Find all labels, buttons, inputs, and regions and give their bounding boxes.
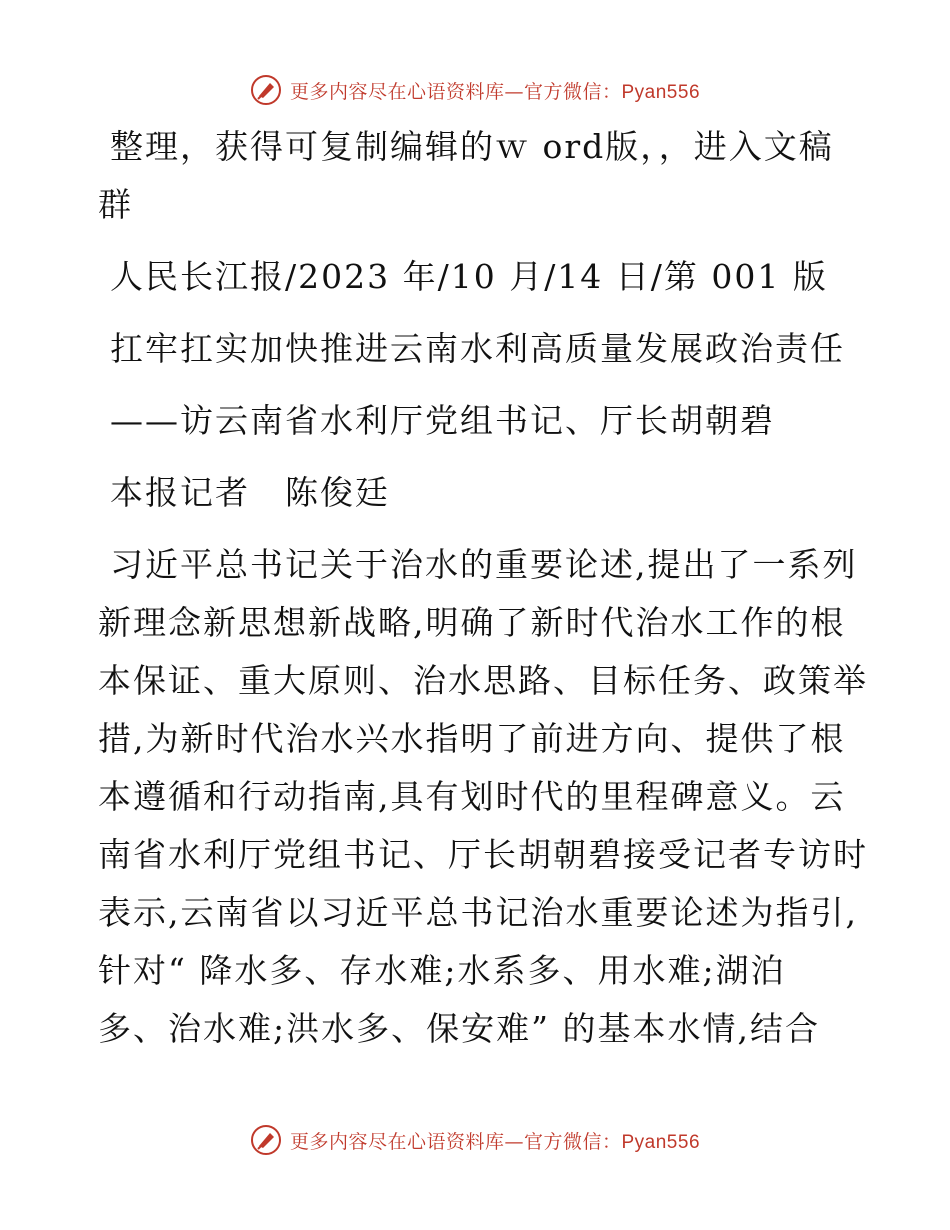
article-headline: 扛牢扛实加快推进云南水利高质量发展政治责任 — [110, 329, 845, 368]
notice-line-1: 整理，获得可复制编辑的ｗ ord版，，进入文稿 — [110, 127, 834, 166]
paragraph-line: 南省水利厅党组书记、厅长胡朝碧接受记者专访时 — [98, 835, 868, 874]
paragraph-line: 针对“ 降水多、存水难;水系多、用水难;湖泊 — [98, 951, 786, 990]
header-watermark-banner — [0, 70, 950, 110]
watermark-brand: 更多内容尽在心语资料库 — [289, 80, 505, 103]
paragraph-line: 表示,云南省以习近平总书记治水重要论述为指引, — [98, 893, 858, 932]
paragraph-line: 习近平总书记关于治水的重要论述,提出了一系列 — [110, 545, 858, 584]
watermark-text — [290, 1127, 700, 1154]
watermark-text — [290, 77, 700, 104]
watermark-contact: 官方微信：Pyan556 — [524, 1131, 701, 1153]
source-line: 人民长江报/2023 年/10 月/14 日/第 001 版 — [110, 257, 828, 296]
pen-nib-icon — [250, 74, 282, 106]
footer-watermark-banner — [0, 1120, 950, 1160]
paragraph-line: 措,为新时代治水兴水指明了前进方向、提供了根 — [98, 719, 846, 758]
article-byline: 本报记者 陈俊廷 — [110, 473, 390, 512]
notice-line-2: 群 — [98, 185, 133, 224]
article-paragraph — [98, 536, 868, 1058]
watermark-contact: 官方微信：Pyan556 — [524, 81, 701, 103]
watermark-separator: — — [504, 1130, 524, 1153]
watermark-brand: 更多内容尽在心语资料库 — [289, 1130, 505, 1153]
watermark-separator: — — [504, 80, 524, 103]
paragraph-line: 多、治水难;洪水多、保安难” 的基本水情,结合 — [98, 1009, 820, 1048]
document-body — [98, 118, 868, 1058]
paragraph-line: 本保证、重大原则、治水思路、目标任务、政策举 — [98, 661, 868, 700]
paragraph-line: 本遵循和行动指南,具有划时代的里程碑意义。云 — [98, 777, 846, 816]
pen-nib-icon — [250, 1124, 282, 1156]
paragraph-line: 新理念新思想新战略,明确了新时代治水工作的根 — [98, 603, 846, 642]
article-subheadline: ——访云南省水利厅党组书记、厅长胡朝碧 — [110, 401, 775, 440]
